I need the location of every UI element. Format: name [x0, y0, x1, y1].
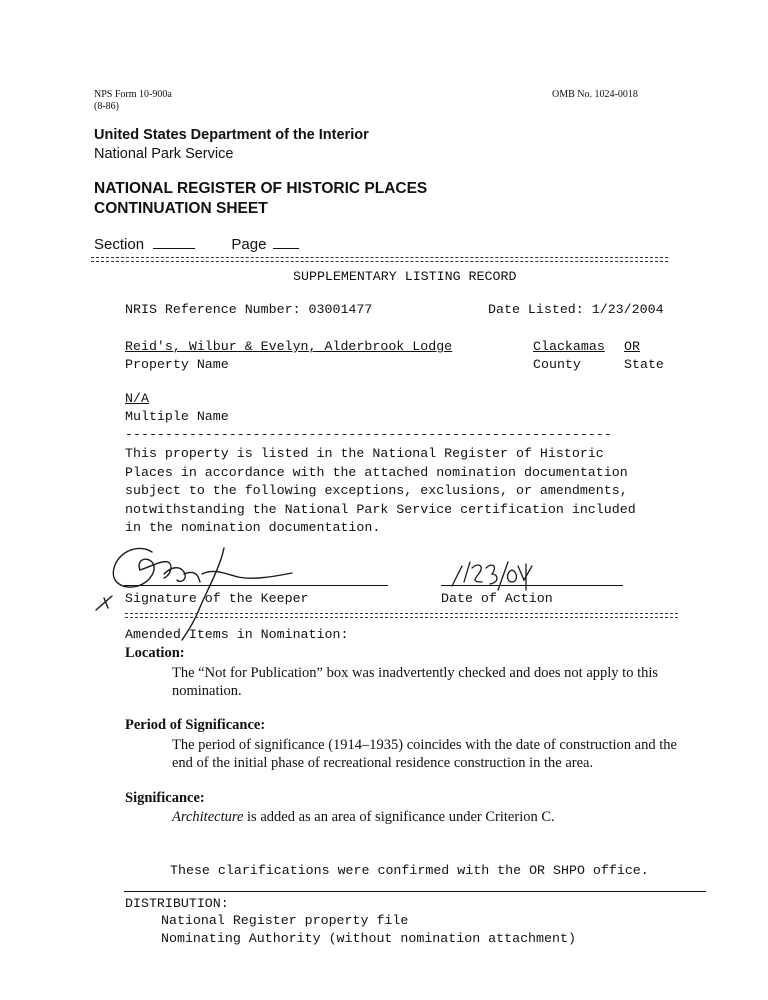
distribution-rule	[124, 891, 706, 892]
period-text: The period of significance (1914–1935) coincides with the date of construction and the end of the initial phase of recreational residence construction in the area.	[172, 737, 677, 771]
section-label: Section	[94, 236, 145, 253]
omb-number: OMB No. 1024-0018	[552, 89, 638, 100]
sheet-title: NATIONAL REGISTER OF HISTORIC PLACES CONTINUATION SHEET	[94, 180, 428, 217]
record-heading: SUPPLEMENTARY LISTING RECORD	[293, 269, 517, 284]
page-label: Page	[231, 236, 267, 253]
form-number: NPS Form 10-900a (8-86)	[94, 89, 172, 112]
property-name: Reid's, Wilbur & Evelyn, Alderbrook Lodge	[125, 339, 453, 354]
significance-heading: Significance:	[125, 790, 205, 806]
distribution-heading: DISTRIBUTION:	[125, 896, 229, 911]
location-text: The “Not for Publication” box was inadvertently checked and does not apply to this nomination.	[172, 665, 659, 699]
distribution-item: Nominating Authority (without nomination attachment)	[161, 931, 576, 946]
multiple-name-label: Multiple Name	[125, 409, 229, 424]
signature-label: Signature of the Keeper	[125, 591, 309, 606]
amended-items-heading: Amended Items in Nomination:	[125, 627, 349, 642]
county-value: Clackamas	[533, 339, 605, 354]
listing-statement: This property is listed in the National Register of Historic Places in accordance with the attached nomination documentation subject to the following exceptions, exclusions, or amendments, notwithstanding the National Park Service certification included in the nomination documentation.	[125, 446, 636, 535]
nris-number: NRIS Reference Number: 03001477	[125, 302, 373, 317]
state-value: OR	[624, 339, 640, 354]
date-listed: Date Listed: 1/23/2004	[488, 302, 664, 317]
county-label: County	[533, 357, 581, 372]
distribution-item: National Register property file	[161, 913, 409, 928]
form-date: (8-86)	[94, 101, 119, 112]
service-name: National Park Service	[94, 146, 234, 162]
significance-text: Architecture is added as an area of significance under Criterion C.	[172, 809, 555, 825]
date-of-action-label: Date of Action	[441, 591, 553, 606]
location-heading: Location:	[125, 645, 185, 661]
date-line	[441, 585, 623, 586]
department-name: United States Department of the Interior	[94, 127, 369, 143]
multiple-name-value: N/A	[125, 391, 149, 406]
double-rule-middle	[125, 613, 678, 618]
dashed-separator: -------------------------------------------------------------	[125, 427, 612, 442]
signature-line	[124, 585, 388, 586]
period-heading: Period of Significance:	[125, 717, 266, 733]
property-name-label: Property Name	[125, 357, 229, 372]
state-label: State	[624, 357, 664, 372]
clarification-note: These clarifications were confirmed with the OR SHPO office.	[170, 863, 649, 878]
